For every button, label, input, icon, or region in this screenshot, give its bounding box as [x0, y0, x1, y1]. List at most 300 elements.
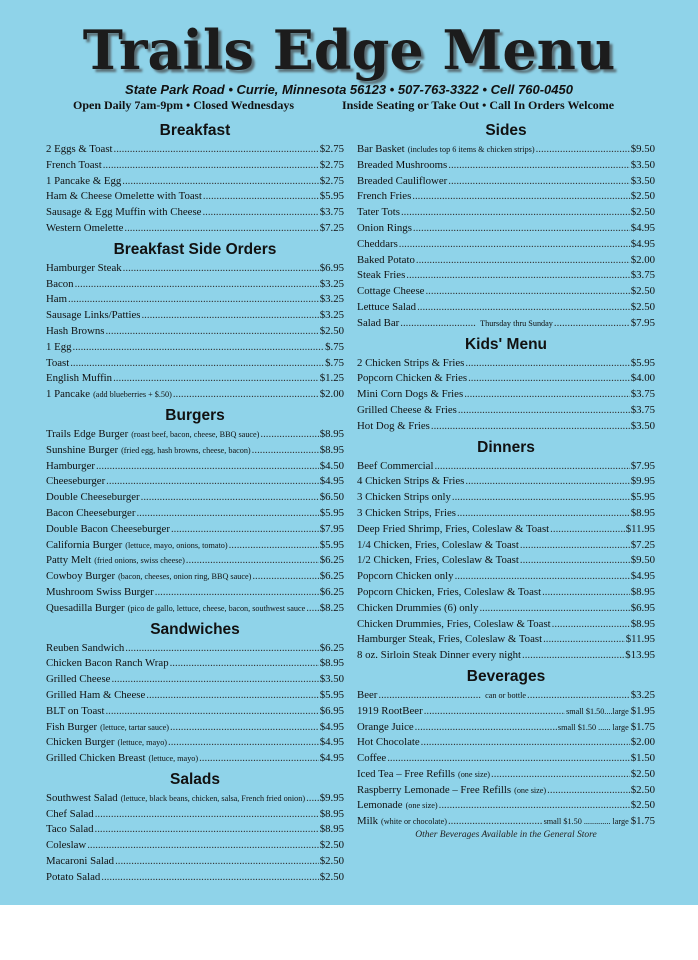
menu-item-name: Iced Tea – Free Refills [357, 767, 455, 780]
leader-dots [415, 720, 557, 736]
service-line: Inside Seating or Take Out • Call In Orders Welcome [342, 98, 615, 112]
menu-item-price: $8.95 [319, 807, 344, 820]
menu-item-price: $2.50 [630, 799, 655, 812]
leader-dots [306, 791, 319, 807]
menu-item-note: (white or chocolate) [381, 817, 447, 827]
menu-item-name: Baked Potato [357, 253, 415, 266]
menu-item-name: Beer [357, 688, 378, 701]
section-title-salads: Salads [170, 770, 220, 788]
menu-item-name: French Fries [357, 190, 412, 203]
menu-item [357, 459, 655, 475]
leader-dots [536, 142, 630, 158]
menu-item-name: Coleslaw [46, 839, 87, 852]
leader-dots [417, 300, 630, 316]
menu-item-name: Fish Burger [46, 720, 98, 733]
menu-item [46, 569, 344, 585]
menu-item-note: (lettuce, black beans, chicken, salsa, French fried onion) [120, 793, 306, 803]
leader-dots [125, 641, 318, 657]
menu-item [46, 174, 344, 190]
menu-item [357, 174, 655, 190]
menu-item-price: $1.75 [630, 815, 655, 828]
menu-item-name: Popcorn Chicken only [357, 570, 454, 583]
leader-dots [252, 569, 318, 585]
menu-item-price: $9.50 [630, 554, 655, 567]
menu-item-name: Lettuce Salad [357, 300, 417, 313]
leader-dots [141, 490, 319, 506]
menu-item-name: Cheeseburger [46, 475, 106, 488]
section-title-burgers: Burgers [165, 406, 225, 424]
leader-dots [413, 221, 630, 237]
menu-item [46, 585, 344, 601]
menu-item-name: Popcorn Chicken & Fries [357, 372, 468, 385]
menu-item-name: BLT on Toast [46, 704, 105, 717]
menu-item-name: Hamburger Steak, Fries, Coleslaw & Toast [357, 633, 543, 646]
section-title-breakfast-side-orders: Breakfast Side Orders [113, 240, 277, 258]
menu-item-name: Chicken Bacon Ranch Wrap [46, 657, 169, 670]
leader-dots [87, 838, 319, 854]
menu-item-price: $4.95 [630, 570, 655, 583]
menu-item [46, 261, 344, 277]
menu-item-name: Double Cheeseburger [46, 491, 140, 504]
menu-item-name: Grilled Chicken Breast [46, 752, 146, 765]
menu-item-price: $3.75 [630, 269, 655, 282]
menu-item-price: $3.25 [319, 277, 344, 290]
section-title-breakfast: Breakfast [159, 122, 231, 139]
menu-item-name: 8 oz. Sirloin Steak Dinner every night [357, 649, 522, 662]
leader-dots [203, 189, 319, 205]
leader-dots [425, 284, 629, 300]
menu-item-name: Sunshine Burger [46, 443, 119, 456]
menu-item-name: Tater Tots [357, 206, 400, 219]
leader-dots [431, 419, 630, 435]
beverages-footnote: Other Beverages Available in the General Store [415, 830, 597, 841]
menu-item [357, 735, 655, 751]
menu-item-price: $5.95 [630, 491, 655, 504]
menu-item [357, 268, 655, 284]
leader-dots [421, 735, 630, 751]
leader-dots [113, 371, 319, 387]
menu-item-name: Chicken Burger [46, 736, 115, 749]
leader-dots [173, 387, 319, 403]
leader-dots [75, 277, 319, 293]
leader-dots [106, 474, 319, 490]
leader-dots [554, 316, 630, 332]
menu-item-price: $2.75 [319, 143, 344, 155]
menu-item-price: $5.95 [319, 538, 344, 551]
menu-item-price: $1.25 [319, 372, 344, 385]
menu-item-price: $3.50 [319, 673, 344, 686]
menu-item [46, 277, 344, 293]
menu-item [357, 221, 655, 237]
menu-item-name: Chicken Drummies (6) only [357, 601, 479, 614]
menu-item-price: $9.95 [630, 475, 655, 488]
menu-item-note: can or bottle [485, 690, 526, 700]
menu-item-price: $6.95 [319, 261, 344, 274]
menu-item-name: Orange Juice [357, 720, 414, 733]
menu-item-note: (includes top 6 items & chicken strips) [407, 145, 535, 154]
menu-item-name: Lemonade [357, 799, 403, 812]
menu-item-price: $5.95 [630, 356, 655, 369]
menu-item-price: $2.00 [630, 253, 655, 266]
menu-item-name: 1 Egg [46, 340, 72, 353]
menu-item [46, 292, 344, 308]
menu-item-name: Steak Fries [357, 269, 406, 282]
menu-item-price: $8.95 [319, 427, 344, 440]
menu-item-price: $1.95 [630, 704, 655, 717]
menu-item-name: Beef Commercial [357, 459, 434, 472]
menu-item-name: Grilled Cheese & Fries [357, 403, 457, 416]
leader-dots [479, 601, 629, 617]
menu-item [46, 522, 344, 538]
menu-item-name: 3 Chicken Strips only [357, 491, 451, 504]
menu-item-note: (pico de gallo, lettuce, cheese, bacon, southwest sauce [127, 603, 306, 613]
menu-item-price: $13.95 [625, 649, 655, 662]
menu-item [46, 371, 344, 387]
menu-item-price: $8.95 [319, 657, 344, 670]
menu-item [357, 553, 655, 569]
menu-item-price: $2.50 [319, 324, 344, 337]
menu-item [357, 300, 655, 316]
menu-item-note: (lettuce, mayo, onions, tomato) [125, 540, 228, 550]
menu-item-price: $.75 [325, 356, 344, 369]
leader-dots [401, 205, 630, 221]
menu-item-note: (one size) [457, 769, 491, 779]
menu-item-size-price: small $1.50 ............. large [543, 817, 629, 827]
menu-item [46, 822, 344, 838]
leader-dots [452, 490, 630, 506]
leader-dots [550, 522, 625, 538]
leader-dots [105, 324, 318, 340]
menu-item-name: Cottage Cheese [357, 285, 425, 298]
menu-item [357, 522, 655, 538]
menu-item-note: (one size) [405, 801, 438, 811]
section-title-dinners: Dinners [477, 438, 535, 456]
menu-item-note: (one size) [514, 785, 547, 795]
menu-item-price: $2.50 [630, 300, 655, 313]
menu-item [357, 253, 655, 269]
menu-item-price: $4.95 [630, 221, 655, 234]
menu-item-name: California Burger [46, 538, 123, 551]
menu-item-price: $2.50 [630, 767, 655, 780]
menu-item-name: Salad Bar [357, 316, 400, 329]
menu-item [46, 189, 344, 205]
menu-item-price: $2.50 [319, 855, 344, 868]
menu-item [357, 506, 655, 522]
menu-item-name: 1919 RootBeer [357, 704, 423, 717]
hours-line: Open Daily 7am-9pm • Closed Wednesdays [73, 98, 295, 112]
menu-item [357, 403, 655, 419]
menu-item [357, 632, 655, 648]
menu-item-name: Hamburger [46, 459, 95, 472]
menu-item-note: (roast beef, bacon, cheese, BBQ sauce) [131, 429, 260, 439]
menu-item [46, 427, 344, 443]
menu-item-price: $6.25 [319, 554, 344, 567]
menu-item [357, 704, 655, 720]
menu-item [46, 601, 344, 617]
menu-item-price: $3.25 [319, 309, 344, 322]
leader-dots [520, 538, 630, 554]
leader-dots [103, 158, 319, 174]
menu-item-note: (fried egg, hash browns, cheese, bacon) [121, 445, 251, 455]
leader-dots [542, 585, 630, 601]
leader-dots [416, 253, 630, 269]
menu-item-note: (bacon, cheeses, onion ring, BBQ sauce) [118, 572, 252, 582]
menu-item-price: $2.75 [319, 158, 344, 171]
menu-item-price: $.75 [325, 340, 344, 353]
right-column [357, 118, 655, 840]
section-title-beverages: Beverages [466, 667, 546, 685]
menu-item [46, 704, 344, 720]
menu-item-name: Hot Chocolate [357, 736, 420, 749]
section-title-kids-menu: Kids' Menu [464, 335, 548, 353]
leader-dots [455, 569, 630, 585]
leader-dots [434, 459, 629, 475]
menu-item [46, 443, 344, 459]
menu-item [357, 783, 655, 799]
menu-item-price: $3.50 [630, 419, 655, 432]
menu-item-price: $7.25 [630, 538, 655, 551]
leader-dots [260, 427, 318, 443]
menu-item [357, 205, 655, 221]
leader-dots [199, 751, 319, 767]
leader-dots [522, 648, 624, 664]
leader-dots [146, 688, 318, 704]
menu-item-price: $4.95 [319, 752, 344, 765]
leader-dots [155, 585, 319, 601]
menu-item-price: $8.95 [630, 585, 655, 598]
menu-item-name: Taco Salad [46, 823, 94, 836]
menu-item [46, 205, 344, 221]
menu-item-name: Grilled Ham & Cheese [46, 688, 146, 701]
leader-dots [229, 538, 319, 554]
menu-item-price: $6.25 [319, 585, 344, 598]
menu-item-name: Trails Edge Burger [46, 427, 129, 440]
menu-item [357, 158, 655, 174]
leader-dots [547, 783, 630, 799]
menu-item-name: 1/2 Chicken, Fries, Coleslaw & Toast [357, 554, 519, 567]
menu-item-price: $4.95 [319, 736, 344, 749]
menu-item [357, 284, 655, 300]
menu-item-price: $6.25 [319, 641, 344, 654]
menu-item [46, 387, 344, 403]
menu-item-price: $8.95 [630, 617, 655, 630]
menu-item-name: Ham [46, 293, 67, 306]
menu-title: Trails Edge Menu [82, 18, 616, 82]
menu-item [357, 688, 655, 704]
leader-dots [468, 371, 630, 387]
menu-item-price: $9.95 [319, 791, 344, 804]
menu-item-note: Thursday thru Sunday [480, 318, 553, 328]
leader-dots [105, 704, 318, 720]
menu-item-name: Mini Corn Dogs & Fries [357, 388, 464, 401]
leader-dots [136, 506, 318, 522]
leader-dots [448, 814, 543, 830]
leader-dots [111, 672, 318, 688]
menu-item-price: $5.95 [319, 506, 344, 519]
menu-item [357, 387, 655, 403]
menu-item [46, 324, 344, 340]
menu-item-name: 1 Pancake [46, 388, 91, 401]
menu-item-name: 3 Chicken Strips, Fries [357, 506, 456, 519]
menu-item-name: Sausage & Egg Muffin with Cheese [46, 206, 202, 219]
menu-item-name: Macaroni Salad [46, 855, 115, 868]
menu-item-price: $3.75 [630, 388, 655, 401]
leader-dots [114, 142, 319, 158]
menu-item [357, 601, 655, 617]
menu-item-name: 1 Pancake & Egg [46, 174, 122, 187]
menu-item-price: $4.95 [319, 475, 344, 488]
menu-item-name: Reuben Sandwich [46, 641, 125, 654]
leader-dots [458, 403, 630, 419]
menu-item-name: English Muffin [46, 372, 113, 385]
menu-item-name: Quesadilla Burger [46, 601, 125, 614]
leader-dots [141, 308, 318, 324]
menu-item [46, 142, 344, 158]
leader-dots [95, 822, 319, 838]
menu-item [357, 814, 655, 830]
menu-item-name: Potato Salad [46, 870, 101, 883]
menu-item [46, 356, 344, 372]
leader-dots [543, 632, 625, 648]
leader-dots [171, 522, 319, 538]
menu-item-price: $2.50 [319, 870, 344, 883]
leader-dots [399, 237, 630, 253]
menu-item-name: Chef Salad [46, 807, 94, 820]
menu-item-name: Chicken Drummies, Fries, Coleslaw & Toast [357, 617, 551, 630]
leader-dots [552, 617, 630, 633]
menu-item [357, 419, 655, 435]
menu-item-name: 1/4 Chicken, Fries, Coleslaw & Toast [357, 538, 519, 551]
menu-item [46, 870, 344, 886]
leader-dots [68, 292, 319, 308]
menu-item-price: $6.95 [630, 601, 655, 614]
menu-item-price: $3.75 [630, 403, 655, 416]
leader-dots [527, 688, 630, 704]
menu-item [46, 751, 344, 767]
menu-item-price: $2.50 [630, 190, 655, 203]
leader-dots [168, 735, 319, 751]
menu-item-name: Grilled Cheese [46, 673, 111, 686]
menu-item-name: Onion Rings [357, 221, 412, 234]
menu-item-name: Hot Dog & Fries [357, 419, 430, 432]
menu-item [46, 672, 344, 688]
menu-item [46, 308, 344, 324]
menu-item [46, 791, 344, 807]
section-title-sandwiches: Sandwiches [150, 620, 240, 638]
menu-item-note: (fried onions, swiss cheese) [94, 556, 185, 566]
menu-item-price: $2.00 [319, 388, 344, 401]
menu-item-price: $7.95 [319, 522, 344, 535]
menu-item-name: Milk [357, 815, 378, 828]
leader-dots [378, 688, 481, 704]
menu-item [357, 798, 655, 814]
menu-item-price: $2.50 [630, 206, 655, 219]
leader-dots [95, 807, 319, 823]
menu-item-name: French Toast [46, 158, 102, 171]
leader-dots [170, 656, 319, 672]
menu-item-name: Ham & Cheese Omelette with Toast [46, 190, 202, 203]
section-title-sides: Sides [485, 122, 527, 139]
menu-item-price: $3.50 [630, 158, 655, 171]
menu-item [357, 538, 655, 554]
menu-item-price: $4.00 [630, 372, 655, 385]
menu-item-name: Patty Melt [46, 554, 92, 567]
menu-item-name: Bar Basket [357, 143, 405, 155]
menu-item-name: 4 Chicken Strips & Fries [357, 475, 465, 488]
menu-item-name: Popcorn Chicken, Fries, Coleslaw & Toast [357, 585, 542, 598]
leader-dots [448, 158, 629, 174]
menu-item [46, 474, 344, 490]
address-line: State Park Road • Currie, Minnesota 56123 • 507-763-3322 • Cell 760-0450 [125, 82, 573, 97]
menu-item [46, 807, 344, 823]
leader-dots [457, 506, 630, 522]
menu-item [46, 553, 344, 569]
menu-item-name: Deep Fried Shrimp, Fries, Coleslaw & Toast [357, 522, 550, 535]
leader-dots [387, 751, 630, 767]
menu-item-note: (lettuce, mayo) [117, 738, 168, 748]
menu-item-name: Breaded Cauliflower [357, 174, 448, 187]
menu-item-name: Toast [46, 356, 70, 369]
menu-item-name: Raspberry Lemonade – Free Refills [357, 783, 512, 796]
menu-item-price: $3.75 [319, 206, 344, 219]
menu-item [46, 158, 344, 174]
menu-item-price: $4.50 [319, 459, 344, 472]
menu-item-price: $2.75 [319, 174, 344, 187]
menu-item-price: $6.50 [319, 491, 344, 504]
menu-item-name: Double Bacon Cheeseburger [46, 522, 170, 535]
menu-item [46, 720, 344, 736]
leader-dots [123, 261, 319, 277]
menu-item-name: Sausage Links/Patties [46, 309, 141, 322]
menu-item-price: $3.25 [630, 688, 655, 701]
menu-item-size-price: small $1.50 ...... large [557, 722, 629, 732]
menu-item [357, 316, 655, 332]
menu-item [357, 142, 655, 158]
menu-item-price: $9.50 [630, 143, 655, 155]
menu-item-note: (lettuce, mayo) [148, 754, 199, 764]
menu-item [357, 356, 655, 372]
menu-item-price: $11.95 [625, 522, 655, 535]
menu-item-price: $11.95 [625, 633, 655, 646]
menu-item-price: $3.25 [319, 293, 344, 306]
leader-dots [70, 356, 324, 372]
menu-item [46, 854, 344, 870]
menu-item [357, 569, 655, 585]
menu-item-name: 2 Chicken Strips & Fries [357, 356, 465, 369]
leader-dots [464, 387, 630, 403]
menu-item-price: $3.50 [630, 174, 655, 187]
menu-item-name: Breaded Mushrooms [357, 158, 448, 171]
leader-dots [520, 553, 630, 569]
menu-item-price: $6.95 [319, 704, 344, 717]
menu-item-price: $2.50 [630, 783, 655, 796]
leader-dots [400, 316, 476, 332]
leader-dots [115, 854, 319, 870]
menu-item-price: $5.95 [319, 688, 344, 701]
menu-item [357, 189, 655, 205]
leader-dots [448, 174, 629, 190]
leader-dots [306, 601, 318, 617]
menu-item-price: $7.95 [630, 316, 655, 329]
menu-item-name: Bacon Cheeseburger [46, 506, 136, 519]
menu-item-price: $8.95 [319, 443, 344, 456]
menu-item-price: $7.95 [630, 459, 655, 472]
menu-item-price: $4.95 [630, 237, 655, 250]
leader-dots [412, 189, 629, 205]
menu-item-price: $8.95 [319, 823, 344, 836]
menu-item-price: $7.25 [319, 221, 344, 234]
leader-dots [202, 205, 318, 221]
